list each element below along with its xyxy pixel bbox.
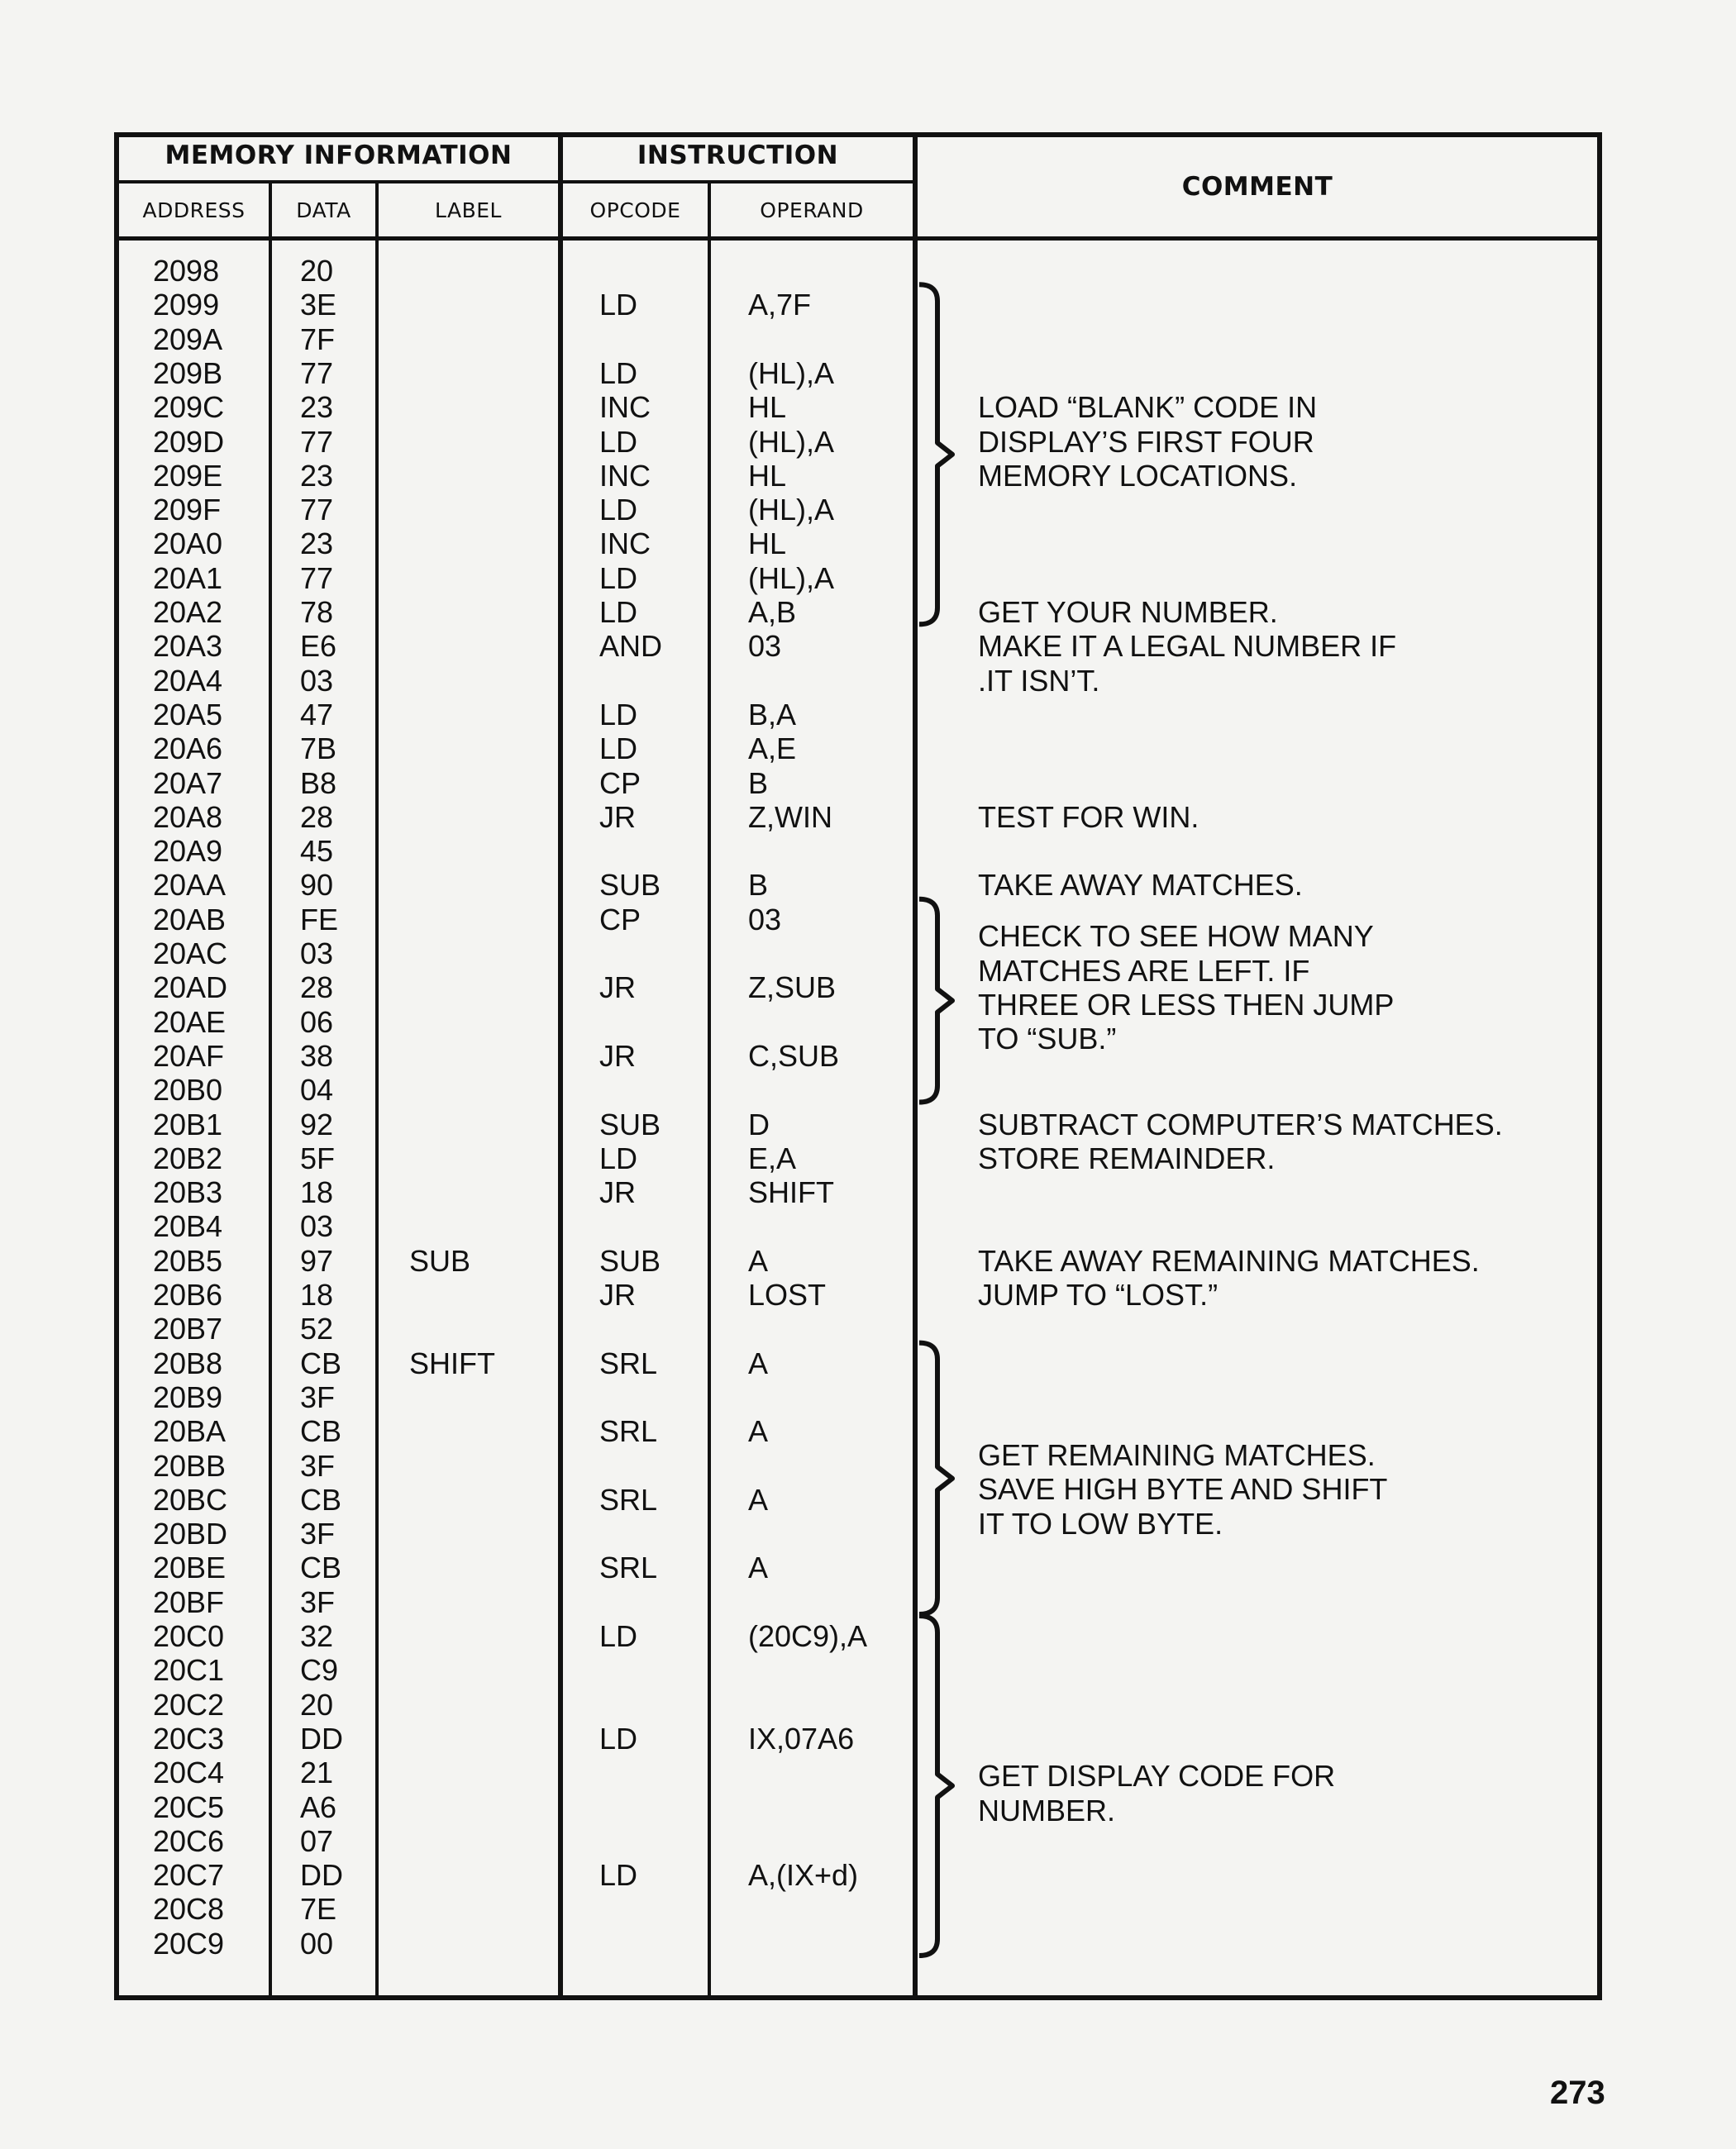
comment-line: MATCHES ARE LEFT. IF [978, 953, 1310, 988]
operand-cell: A,B [748, 595, 797, 629]
operand-cell: A [748, 1482, 769, 1517]
data-cell: 3E [300, 288, 337, 322]
data-cell: 18 [300, 1278, 334, 1312]
address-cell: 20C7 [153, 1858, 225, 1893]
opcode-cell: INC [599, 458, 651, 493]
data-cell: 3F [300, 1517, 336, 1551]
comment-line: MAKE IT A LEGAL NUMBER IF [978, 629, 1397, 664]
data-cell: DD [300, 1858, 343, 1893]
operand-cell: (HL),A [748, 493, 835, 527]
data-cell: 06 [300, 1004, 334, 1039]
header-instruction: INSTRUCTION [637, 141, 839, 170]
comment-line: SAVE HIGH BYTE AND SHIFT [978, 1472, 1388, 1507]
address-cell: 20B4 [153, 1209, 223, 1244]
address-cell: 209D [153, 424, 225, 459]
opcode-cell: INC [599, 527, 651, 561]
opcode-cell: SUB [599, 868, 661, 903]
comment-line: TAKE AWAY MATCHES. [978, 868, 1303, 903]
comment-line: IT TO LOW BYTE. [978, 1506, 1223, 1541]
data-cell: 28 [300, 799, 334, 834]
address-cell: 20AF [153, 1038, 225, 1073]
data-cell: CB [300, 1346, 342, 1380]
address-cell: 20C4 [153, 1756, 225, 1790]
data-cell: 03 [300, 936, 334, 970]
data-cell: 7E [300, 1892, 337, 1927]
comment-line: STORE REMAINDER. [978, 1141, 1276, 1175]
data-cell: E6 [300, 629, 337, 664]
comment-line: CHECK TO SEE HOW MANY [978, 919, 1374, 954]
operand-cell: (20C9),A [748, 1619, 868, 1653]
address-cell: 20AC [153, 936, 228, 970]
opcode-cell: AND [599, 629, 663, 664]
data-cell: 7F [300, 322, 336, 356]
data-cell: 97 [300, 1243, 334, 1278]
address-cell: 2099 [153, 288, 220, 322]
operand-cell: C,SUB [748, 1038, 840, 1073]
comment-line: NUMBER. [978, 1793, 1116, 1827]
data-cell: A6 [300, 1789, 337, 1824]
header-operand: OPERAND [760, 198, 864, 222]
brace [919, 1343, 952, 1614]
operand-cell: (HL),A [748, 355, 835, 390]
operand-cell: 03 [748, 629, 782, 664]
address-cell: 20B7 [153, 1312, 223, 1346]
opcode-cell: LD [599, 731, 638, 766]
data-cell: 21 [300, 1756, 334, 1790]
comment-line: TO “SUB.” [978, 1022, 1117, 1056]
address-cell: 209F [153, 493, 222, 527]
opcode-cell: LD [599, 560, 638, 595]
address-cell: 20B8 [153, 1346, 223, 1380]
address-cell: 20C3 [153, 1721, 225, 1756]
data-cell: 32 [300, 1619, 334, 1653]
address-cell: 20A4 [153, 663, 223, 698]
address-cell: 20C1 [153, 1653, 225, 1688]
address-cell: 20B0 [153, 1073, 223, 1108]
operand-cell: A [748, 1346, 769, 1380]
operand-cell: Z,SUB [748, 970, 837, 1005]
address-cell: 20B5 [153, 1243, 223, 1278]
data-cell: 20 [300, 254, 334, 288]
data-cell: 77 [300, 493, 334, 527]
address-cell: 20C6 [153, 1823, 225, 1858]
data-cell: C9 [300, 1653, 339, 1688]
operand-cell: D [748, 1107, 770, 1141]
operand-cell: A [748, 1414, 769, 1449]
operand-cell: A,E [748, 731, 797, 766]
opcode-cell: LD [599, 493, 638, 527]
header-opcode: OPCODE [589, 198, 681, 222]
comment-line: DISPLAY’S FIRST FOUR [978, 424, 1314, 459]
data-cell: 7B [300, 731, 337, 766]
comment-line: GET YOUR NUMBER. [978, 595, 1278, 629]
opcode-cell: LD [599, 1721, 638, 1756]
comment-line: GET REMAINING MATCHES. [978, 1438, 1376, 1473]
operand-cell: IX,07A6 [748, 1721, 855, 1756]
opcode-cell: JR [599, 1278, 636, 1312]
page-number: 273 [1550, 2075, 1605, 2111]
data-cell: 3F [300, 1379, 336, 1414]
data-cell: 92 [300, 1107, 334, 1141]
operand-cell: B,A [748, 697, 797, 731]
opcode-cell: SUB [599, 1107, 661, 1141]
address-cell: 209A [153, 322, 223, 356]
address-cell: 20BE [153, 1551, 227, 1585]
address-cell: 20AE [153, 1004, 227, 1039]
comment-line: MEMORY LOCATIONS. [978, 458, 1298, 493]
address-cell: 20AD [153, 970, 228, 1005]
address-cell: 20BC [153, 1482, 228, 1517]
operand-cell: HL [748, 390, 787, 425]
address-cell: 20C8 [153, 1892, 225, 1927]
address-cell: 209E [153, 458, 223, 493]
opcode-cell: SRL [599, 1551, 658, 1585]
brace [919, 284, 952, 624]
address-cell: 20AA [153, 868, 227, 903]
brace [919, 899, 952, 1103]
header-data: DATA [296, 198, 351, 222]
address-cell: 20BF [153, 1584, 225, 1619]
comment-line: GET DISPLAY CODE FOR [978, 1759, 1336, 1794]
address-cell: 20B2 [153, 1141, 223, 1175]
header-label: LABEL [435, 198, 502, 222]
opcode-cell: LD [599, 1858, 638, 1893]
data-cell: 03 [300, 663, 334, 698]
opcode-cell: JR [599, 799, 636, 834]
address-cell: 20A6 [153, 731, 223, 766]
comment-line: SUBTRACT COMPUTER’S MATCHES. [978, 1107, 1503, 1141]
address-cell: 20A9 [153, 834, 223, 869]
label-cell: SHIFT [409, 1346, 495, 1380]
opcode-cell: JR [599, 1175, 636, 1210]
data-cell: CB [300, 1482, 342, 1517]
comment-line: LOAD “BLANK” CODE IN [978, 390, 1318, 425]
opcode-cell: JR [599, 970, 636, 1005]
opcode-cell: LD [599, 595, 638, 629]
label-cell: SUB [409, 1243, 471, 1278]
header-comment: COMMENT [1181, 172, 1333, 202]
opcode-cell: SRL [599, 1346, 658, 1380]
opcode-cell: LD [599, 1141, 638, 1175]
address-cell: 209B [153, 355, 223, 390]
comment-line: TAKE AWAY REMAINING MATCHES. [978, 1243, 1480, 1278]
operand-cell: (HL),A [748, 424, 835, 459]
address-cell: 20A1 [153, 560, 223, 595]
data-cell: 38 [300, 1038, 334, 1073]
data-cell: 77 [300, 560, 334, 595]
operand-cell: B [748, 765, 769, 800]
operand-cell: A,(IX+d) [748, 1858, 859, 1893]
data-cell: 04 [300, 1073, 334, 1108]
operand-cell: Z,WIN [748, 799, 832, 834]
comment-line: JUMP TO “LOST.” [978, 1278, 1219, 1312]
address-cell: 20A8 [153, 799, 223, 834]
data-cell: 03 [300, 1209, 334, 1244]
data-cell: 5F [300, 1141, 336, 1175]
opcode-cell: CP [599, 902, 641, 936]
opcode-cell: SRL [599, 1482, 658, 1517]
data-cell: 28 [300, 970, 334, 1005]
opcode-cell: SUB [599, 1243, 661, 1278]
opcode-cell: LD [599, 697, 638, 731]
opcode-cell: CP [599, 765, 641, 800]
address-cell: 20A3 [153, 629, 223, 664]
address-cell: 20A5 [153, 697, 223, 731]
address-cell: 20AB [153, 902, 227, 936]
comment-line: .IT ISN’T. [978, 663, 1100, 698]
operand-cell: (HL),A [748, 560, 835, 595]
address-cell: 20B6 [153, 1278, 223, 1312]
opcode-cell: LD [599, 1619, 638, 1653]
operand-cell: A [748, 1243, 769, 1278]
data-cell: 78 [300, 595, 334, 629]
operand-cell: HL [748, 458, 787, 493]
address-cell: 20BD [153, 1517, 228, 1551]
opcode-cell: SRL [599, 1414, 658, 1449]
header-memory-information: MEMORY INFORMATION [165, 141, 513, 170]
data-cell: 00 [300, 1926, 334, 1961]
operand-cell: HL [748, 527, 787, 561]
address-cell: 20C5 [153, 1789, 225, 1824]
operand-cell: SHIFT [748, 1175, 834, 1210]
comment-line: THREE OR LESS THEN JUMP [978, 987, 1395, 1022]
data-cell: 45 [300, 834, 334, 869]
data-cell: CB [300, 1414, 342, 1449]
address-cell: 20C2 [153, 1687, 225, 1722]
data-cell: 18 [300, 1175, 334, 1210]
opcode-cell: INC [599, 390, 651, 425]
data-cell: 07 [300, 1823, 334, 1858]
address-cell: 2098 [153, 254, 220, 288]
address-cell: 20BA [153, 1414, 227, 1449]
address-cell: 20A0 [153, 527, 223, 561]
address-cell: 20C0 [153, 1619, 225, 1653]
data-cell: B8 [300, 765, 337, 800]
data-cell: CB [300, 1551, 342, 1585]
address-cell: 20B3 [153, 1175, 223, 1210]
opcode-cell: LD [599, 288, 638, 322]
data-cell: 52 [300, 1312, 334, 1346]
operand-cell: LOST [748, 1278, 827, 1312]
address-cell: 20BB [153, 1448, 227, 1483]
data-cell: 47 [300, 697, 334, 731]
comment-line: TEST FOR WIN. [978, 799, 1199, 834]
operand-cell: B [748, 868, 769, 903]
address-cell: 20B1 [153, 1107, 223, 1141]
operand-cell: A,7F [748, 288, 812, 322]
opcode-cell: LD [599, 424, 638, 459]
data-cell: 77 [300, 424, 334, 459]
address-cell: 20A2 [153, 595, 223, 629]
operand-cell: 03 [748, 902, 782, 936]
header-address: ADDRESS [142, 198, 246, 222]
data-cell: 77 [300, 355, 334, 390]
data-cell: 23 [300, 390, 334, 425]
data-cell: 3F [300, 1448, 336, 1483]
operand-cell: A [748, 1551, 769, 1585]
data-cell: 23 [300, 458, 334, 493]
data-cell: 90 [300, 868, 334, 903]
address-cell: 20C9 [153, 1926, 225, 1961]
opcode-cell: LD [599, 355, 638, 390]
address-cell: 209C [153, 390, 225, 425]
opcode-cell: JR [599, 1038, 636, 1073]
data-cell: 3F [300, 1584, 336, 1619]
data-cell: 20 [300, 1687, 334, 1722]
data-cell: FE [300, 902, 339, 936]
address-cell: 20B9 [153, 1379, 223, 1414]
data-cell: DD [300, 1721, 343, 1756]
address-cell: 20A7 [153, 765, 223, 800]
operand-cell: E,A [748, 1141, 797, 1175]
data-cell: 23 [300, 527, 334, 561]
brace [919, 1616, 952, 1956]
